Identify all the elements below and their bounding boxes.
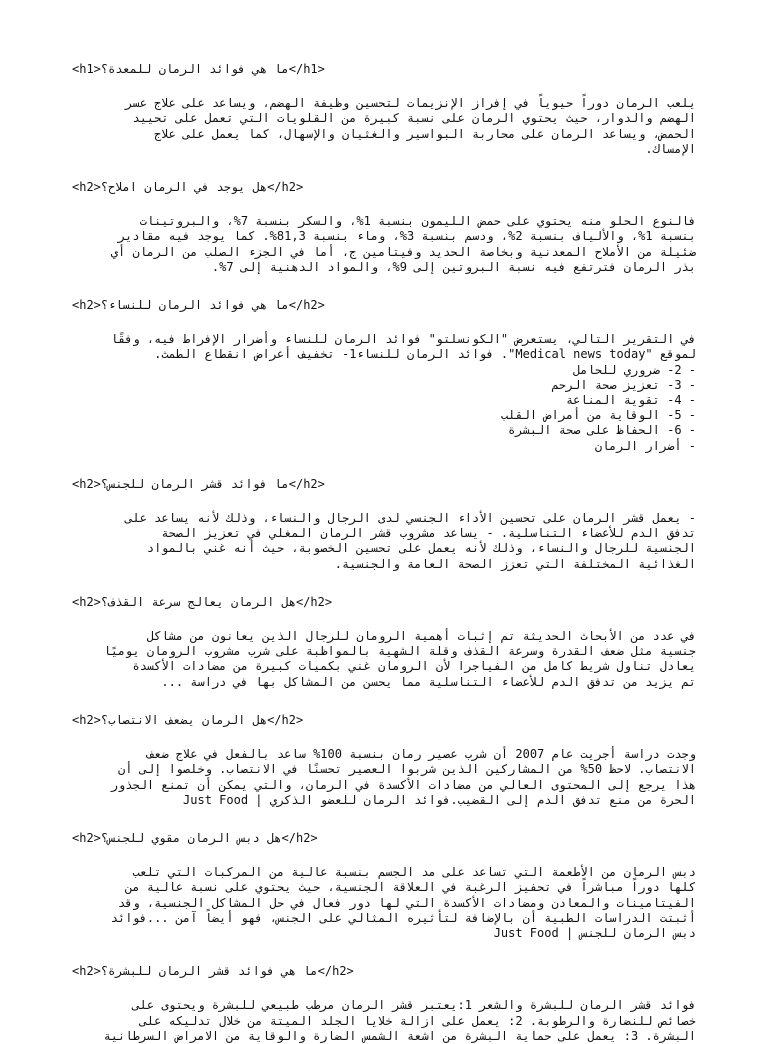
paragraph-line: - يعمل قشر الرمان على تحسين الأداء الجنسي لدى الرجال والنساء، وذلك لأنه يساعد على xyxy=(125,511,696,526)
paragraph-line: لموقع "Medical news today". فوائد الرمان للنساء1- تخفيف أعراض انقطاع الطمث. xyxy=(154,347,696,362)
section-heading: <h1>ما هي فوائد الرمان للمعدة؟</h1> xyxy=(72,62,325,76)
paragraph-line: الإمساك. xyxy=(645,141,696,156)
paragraph-line: وجدت دراسة أجريت عام 2007 أن شرب عصير رمان بنسبة 100% ساعد بالفعل في علاج ضعف xyxy=(146,747,696,762)
section-heading: <h2>هل الرمان يضعف الانتصاب؟</h2> xyxy=(72,712,304,727)
paragraph-line: تدفق الدم للأعضاء التناسلية. - يساعد مشروب قشر الرمان المغلي في تعزيز الصحة xyxy=(161,526,696,541)
section xyxy=(72,964,696,1044)
section xyxy=(72,831,696,964)
paragraph-line: في التقرير التالي، يستعرض "الكونسلتو" فوائد الرمان للنساء وأضرار الإفراط فيه، وفقًا xyxy=(110,332,696,347)
section-paragraph xyxy=(72,214,696,275)
paragraph-line: الحرة من منع تدفق الدم إلى القضيب.فوائد الرمان للعضو الذكري | Just Food xyxy=(183,792,696,807)
section xyxy=(72,595,696,713)
paragraph-line: أثبتت الدراسات الطبية أن بالإضافة لتأثيره المثالي على الجنس، فهو أيضاً آمن ...فوائد xyxy=(110,910,696,925)
section-paragraph xyxy=(72,865,696,941)
section xyxy=(72,62,696,180)
paragraph-line: البشرة. 3: يعمل على حماية البشرة من اشعة الشمس الضارة والوقاية من الامراض السرطانية xyxy=(103,1028,696,1043)
section xyxy=(72,180,696,298)
list-item: - أضرار الرمان xyxy=(594,438,696,453)
paragraph-line: الحمض، ويساعد الرمان على محاربة البواسير والغثيان والإسهال، كما يعمل على علاج xyxy=(154,126,696,141)
section-heading: <h2>ما هي فوائد الرمان للنساء؟</h2> xyxy=(72,298,325,313)
paragraph-line: في عدد من الأبحاث الحديثة تم إثبات أهمية الرومان للرجال الذين يعانون من مشاكل xyxy=(146,629,696,644)
section-paragraph xyxy=(72,332,696,454)
paragraph-line: بنسبة 1%، والألياف بنسبة 2%، ودسم بنسبة 3%، وماء بنسبة 81,3%. كما يوجد فيه مقادير xyxy=(117,229,696,244)
paragraph-line: بذر الرمان فترتفع فيه نسبة البروتين إلى 9%، والمواد الدهنية إلى 7%. xyxy=(211,259,696,274)
section-heading: <h2>هل دبس الرمان مقوي للجنس؟</h2> xyxy=(72,830,318,845)
paragraph-line: كلها دوراً مباشراً في تحفيز الرغبة في العلاقة الجنسية، حيث يحتوي على نسبة عالية من xyxy=(125,880,696,895)
paragraph-line: دبس الرمان للجنس | Just Food xyxy=(493,925,696,940)
section-paragraph xyxy=(72,629,696,690)
paragraph-line: يلعب الرمان دوراً حيوياً في إفراز الإنزيمات لتحسين وظيفة الهضم، ويساعد على علاج عسر xyxy=(125,96,696,111)
section-paragraph xyxy=(72,747,696,808)
list-item: - 5- الوقاية من أمراض القلب xyxy=(500,408,696,423)
section-heading: <h2>هل الرمان يعالج سرعة القذف؟</h2> xyxy=(72,594,333,609)
paragraph-line: جنسية مثل ضعف القدرة وسرعة القذف وقلة الشهية بالمواظبة على شرب مشروب الرومان يوميًا xyxy=(103,644,696,659)
section-heading: <h2>ما فوائد قشر الرمان للجنس؟</h2> xyxy=(72,476,325,491)
list-item: - 3- تعزيز صحة الرحم xyxy=(551,377,696,392)
paragraph-line: ضئيلة من الأملاح المعدنية وبخاصة الحديد وفيتامين ج، أما في الجزء الصلب من الرمان أي xyxy=(110,244,696,259)
paragraph-line: خصائص للنضارة والرطوبة. 2: يعمل على ازالة خلايا الجلد الميتة من خلال تدليكه على xyxy=(139,1013,696,1028)
paragraph-line: الانتصاب. لاحظ 50% من المشاركين الذين شربوا العصير تحسنًا في الانتصاب. وخلصوا إلى أن xyxy=(118,762,696,777)
paragraph-line: الغذائية المختلفة التي تعزز الصحة العامة والجنسية. xyxy=(334,556,696,571)
section-paragraph xyxy=(72,511,696,572)
section-heading: <h2>هل يوجد في الرمان املاح؟</h2> xyxy=(72,180,304,195)
section xyxy=(72,298,696,477)
section-paragraph xyxy=(72,998,696,1044)
paragraph-line: تم يزيد من تدفق الدم للأعضاء التناسلية مما يحسن من المشاكل بها في دراسة ... xyxy=(161,674,696,689)
paragraph-line: الهضم والدوار، حيث يحتوي الرمان على نسبة كبيرة من القلويات التي تعمل على تحييد xyxy=(132,111,696,126)
paragraph-line: هذا يرجع إلى المحتوى العالي من مضادات الأكسدة في الرمان، والتي يمكن أن تمنع الجذور xyxy=(110,777,696,792)
paragraph-line: يعادل تناول شريط كامل من الفياجرا لأن الرومان غني بكميات كبيرة من مضادات الأكسدة xyxy=(132,659,696,674)
paragraph-line: فالنوع الحلو منه يحتوي على حمض الليمون بنسبة 1%، والسكر بنسبة 7%، والبروتينات xyxy=(139,214,696,229)
paragraph-line: الجنسية للرجال والنساء، وذلك لأنه يعمل على تحسين الخصوبة، حيث أنه غني بالمواد xyxy=(146,541,696,556)
paragraph-line: الفيتامينات والمعادن ومضادات الأكسدة التي لها دور فعال في حل المشاكل الجنسية، وقد xyxy=(118,895,696,910)
section-heading: <h2>ما هي فوائد قشر الرمان للبشرة؟</h2> xyxy=(72,964,354,979)
list-item: - 4- تقوية المناعة xyxy=(565,393,696,408)
section xyxy=(72,477,696,595)
paragraph-line: دبس الرمان من الأطعمة التي تساعد على مد الجسم بنسبة عالية من المركبات التي تلعب xyxy=(132,865,696,880)
list-item: - 6- الحفاظ على صحة البشرة xyxy=(508,423,696,438)
section-paragraph xyxy=(72,96,696,157)
document-page xyxy=(72,62,696,1044)
paragraph-line: فوائد قشر الرمان للبشرة والشعر 1:يعتبر قشر الرمان مرطب طبيعي للبشرة ويحتوى على xyxy=(132,998,696,1013)
section xyxy=(72,713,696,831)
list-item: - 2- ضروري للحامل xyxy=(573,362,696,377)
